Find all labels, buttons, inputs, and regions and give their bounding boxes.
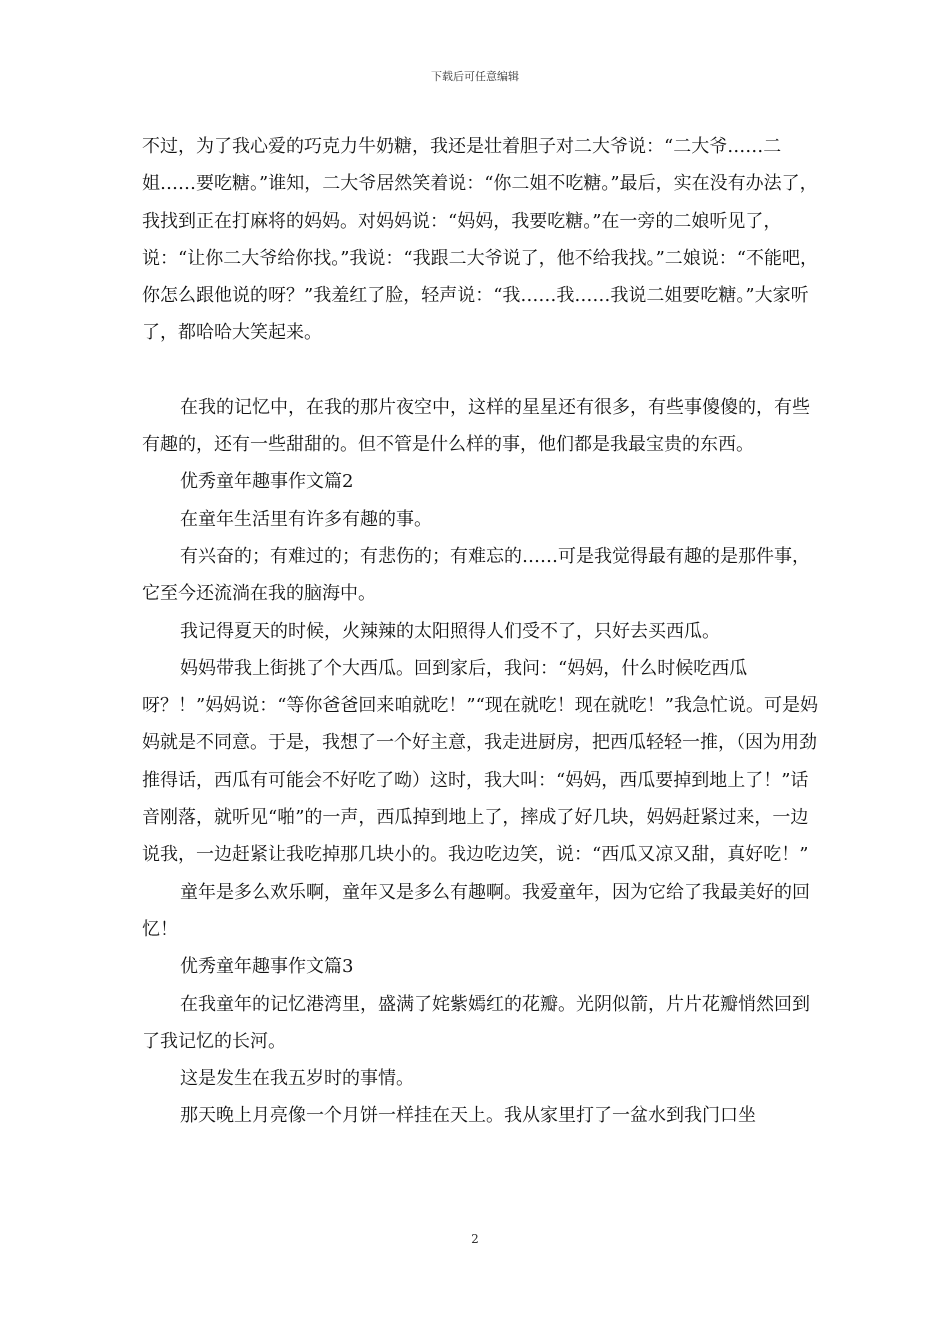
page-number: 2 [471, 1232, 479, 1246]
paragraph: 童年是多么欢乐啊，童年又是多么有趣啊。我爱童年，因为它给了我最美好的回忆！ [142, 881, 810, 940]
paragraph: 有兴奋的；有难过的；有悲伤的；有难忘的……可是我觉得最有趣的是那件事，它至今还流淌在我的脑海中。 [142, 545, 810, 605]
document-body [142, 128, 822, 1135]
paragraph: 在童年生活里有许多有趣的事。 [180, 508, 432, 530]
page-header: 下载后可任意编辑 [431, 70, 519, 83]
section-heading: 优秀童年趣事作文篇2 [180, 471, 354, 493]
section-heading: 优秀童年趣事作文篇3 [180, 956, 354, 978]
paragraph: 在我的记忆中，在我的那片夜空中，这样的星星还有很多，有些事傻傻的，有些有趣的，还有一些甜甜的。但不管是什么样的事，他们都是我最宝贵的东西。 [142, 396, 810, 456]
paragraph-gap [142, 352, 822, 389]
paragraph: 这是发生在我五岁时的事情。 [180, 1068, 414, 1090]
paragraph: 妈妈带我上街挑了个大西瓜。回到家后，我问：“妈妈，什么时候吃西瓜呀？！”妈妈说：“等你爸爸回来咱就吃！”“现在就吃！现在就吃！”我急忙说。可是妈妈就是不同意。于是，我想了一个好主意，我走进厨房，把西瓜轻轻一推，（因为用劲推得话，西瓜有可能会不好吃了呦）这时，我大叫：“妈妈，西瓜要掉到地上了！”话音刚落，就听见“啪”的一声，西瓜掉到地上了，摔成了好几块，妈妈赶紧过来，一边说我，一边赶紧让我吃掉那几块小的。我边吃边笑，说：“西瓜又凉又甜，真好吃！” [142, 657, 819, 866]
paragraph: 在我童年的记忆港湾里，盛满了姹紫嫣红的花瓣。光阴似箭，片片花瓣悄然回到了我记忆的长河。 [142, 993, 810, 1052]
paragraph: 那天晚上月亮像一个月饼一样挂在天上。我从家里打了一盆水到我门口坐 [180, 1105, 756, 1127]
paragraph: 我记得夏天的时候，火辣辣的太阳照得人们受不了，只好去买西瓜。 [180, 620, 720, 642]
paragraph: 不过，为了我心爱的巧克力牛奶糖，我还是壮着胆子对二大爷说：“二大爷……二姐……要吃糖。”谁知，二大爷居然笑着说：“你二姐不吃糖。”最后，实在没有办法了，我找到正在打麻将的妈妈。对妈妈说：“妈妈，我要吃糖。”在一旁的二娘听见了，说：“让你二大爷给你找。”我说：“我跟二大爷说了，他不给我找。”二娘说：“不能吧，你怎么跟他说的呀？”我羞红了脸，轻声说：“我……我……我说二姐要吃糖。”大家听了，都哈哈大笑起来。 [142, 136, 819, 344]
